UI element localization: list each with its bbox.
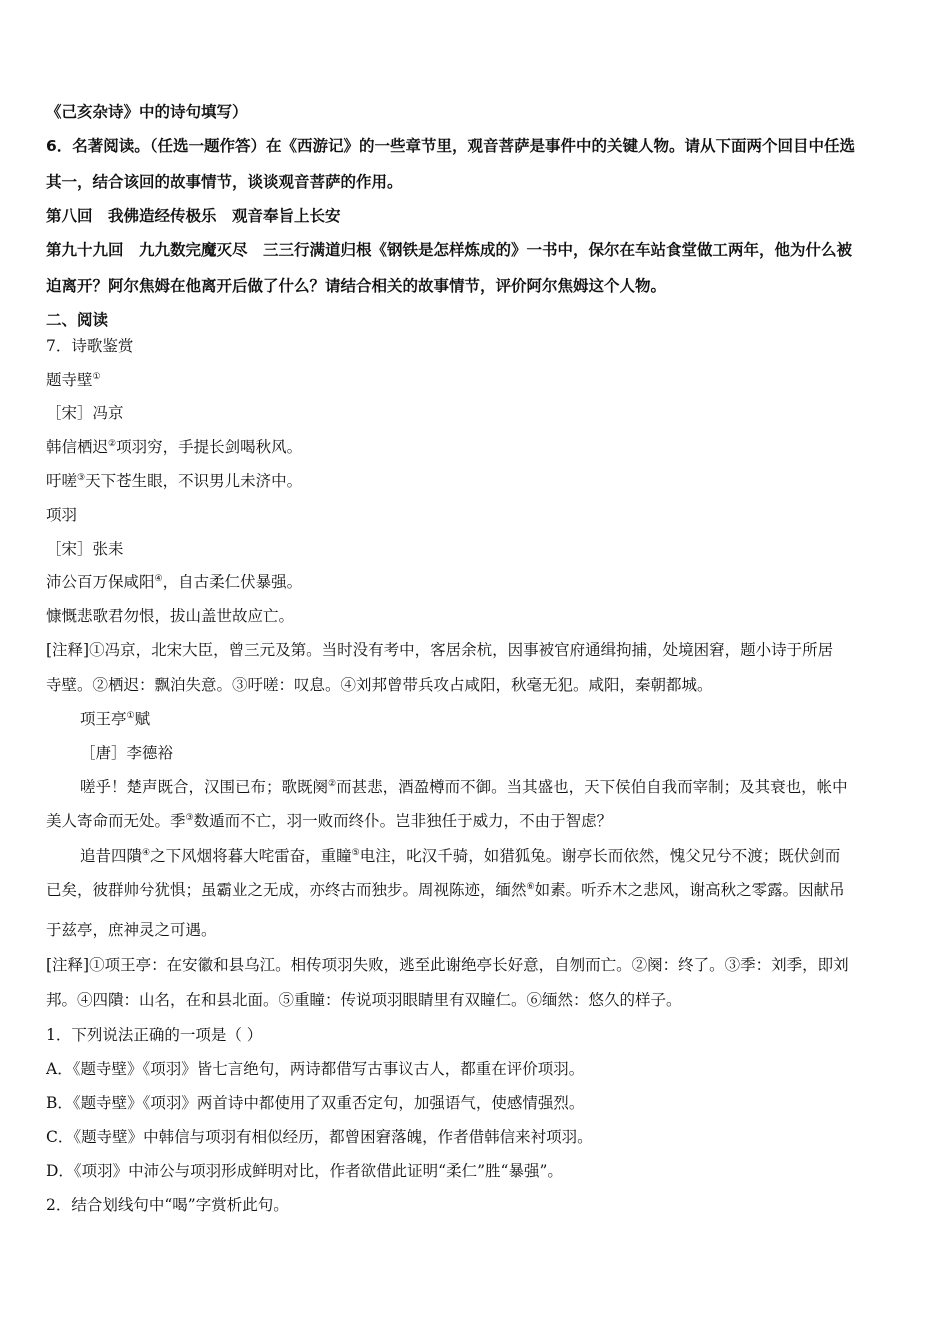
sub-question-2: 2．结合划线句中“喝”字赏析此句。 — [46, 1196, 289, 1214]
fu-paragraph: 美人寄命而无处。季③数遁而不亡，羽一败而终仆。岂非独任于威力，不由于智虑？ — [46, 812, 613, 830]
annotation: 邦。④四隤：山名，在和县北面。⑤重瞳：传说项羽眼睛里有双瞳仁。⑥缅然：悠久的样子。 — [46, 991, 682, 1009]
chapter-99-title: 第九十九回 九九数完魔灭尽 三三行满道归根《钢铁是怎样炼成的》一书中，保尔在车站食堂做工两年，他为什么被 — [46, 241, 853, 259]
fu-paragraph: 追昔四隤④之下风烟将暮大咤雷奋，重瞳⑤电注，叱汉千骑，如猎狐兔。谢亭长而依然，愧父兄兮不渡；既伏剑而 — [80, 847, 841, 865]
option-c: C．《题寺壁》中韩信与项羽有相似经历，都曾困窘落魄，作者借韩信来衬项羽。 — [46, 1128, 593, 1146]
poem-author: ［宋］张耒 — [46, 540, 124, 558]
text-line: 《己亥杂诗》中的诗句填写） — [46, 103, 248, 121]
poem-line: 慷慨悲歌君勿恨，拔山盖世故应亡。 — [46, 607, 295, 625]
question-7: 7．诗歌鉴赏 — [46, 337, 134, 355]
fu-paragraph: 于兹亭，庶神灵之可遇。 — [46, 921, 217, 939]
option-a: A．《题寺壁》《项羽》皆七言绝句，两诗都借写古事议古人，都重在评价项羽。 — [46, 1060, 585, 1078]
poem-line: 沛公百万保咸阳④，自古柔仁伏暴强。 — [46, 573, 303, 591]
fu-paragraph: 嗟乎！楚声既合，汉围已布；歌既阕②而甚悲，酒盈樽而不御。当其盛也，天下侯伯自我而宰制；及其衰也，帐中 — [80, 778, 848, 796]
poem-line: 吁嗟③天下苍生眼，不识男儿未济中。 — [46, 472, 303, 490]
chapter-8-title: 第八回 我佛造经传极乐 观音奉旨上长安 — [46, 207, 341, 225]
option-d: D．《项羽》中沛公与项羽形成鲜明对比，作者欲借此证明“柔仁”胜“暴强”。 — [46, 1162, 563, 1180]
annotation: 寺壁。②栖迟：飘泊失意。③吁嗟：叹息。④刘邦曾带兵攻占咸阳，秋毫无犯。咸阳，秦朝都城。 — [46, 676, 713, 694]
annotation: [注释]①项王亭：在安徽和县乌江。相传项羽失败，逃至此谢绝亭长好意，自刎而亡。②阕：终了。③季：刘季，即刘 — [46, 956, 849, 974]
section-heading-reading: 二、阅读 — [46, 311, 109, 329]
option-b: B．《题寺壁》《项羽》两首诗中都使用了双重否定句，加强语气，使感情强烈。 — [46, 1094, 585, 1112]
poem-author: ［宋］冯京 — [46, 404, 124, 422]
sub-question-1: 1．下列说法正确的一项是（ ） — [46, 1026, 263, 1044]
poem-title-tisibi: 题寺壁① — [46, 371, 101, 389]
text-line: 迫离开？阿尔焦姆在他离开后做了什么？请结合相关的故事情节，评价阿尔焦姆这个人物。 — [46, 277, 667, 295]
fu-author: ［唐］李德裕 — [80, 744, 174, 762]
text-line: 其一，结合该回的故事情节，谈谈观音菩萨的作用。 — [46, 173, 403, 191]
poem-line: 韩信栖迟②项羽穷，手提长剑喝秋风。 — [46, 438, 303, 456]
fu-title: 项王亭①赋 — [80, 710, 151, 728]
question-6: 6．名著阅读。（任选一题作答）在《西游记》的一些章节里，观音菩萨是事件中的关键人物。请从下面两个回目中任选 — [46, 137, 856, 155]
annotation: [注释]①冯京，北宋大臣，曾三元及第。当时没有考中，客居余杭，因事被官府通缉拘捕，处境困窘，题小诗于所居 — [46, 641, 834, 659]
poem-title-xiangyu: 项羽 — [46, 506, 78, 524]
fu-paragraph: 已矣，彼群帅兮犹惧；虽霸业之无成，亦终古而独步。周视陈迹，缅然⑥如素。听乔木之悲风，谢高秋之零露。因献吊 — [46, 881, 845, 899]
